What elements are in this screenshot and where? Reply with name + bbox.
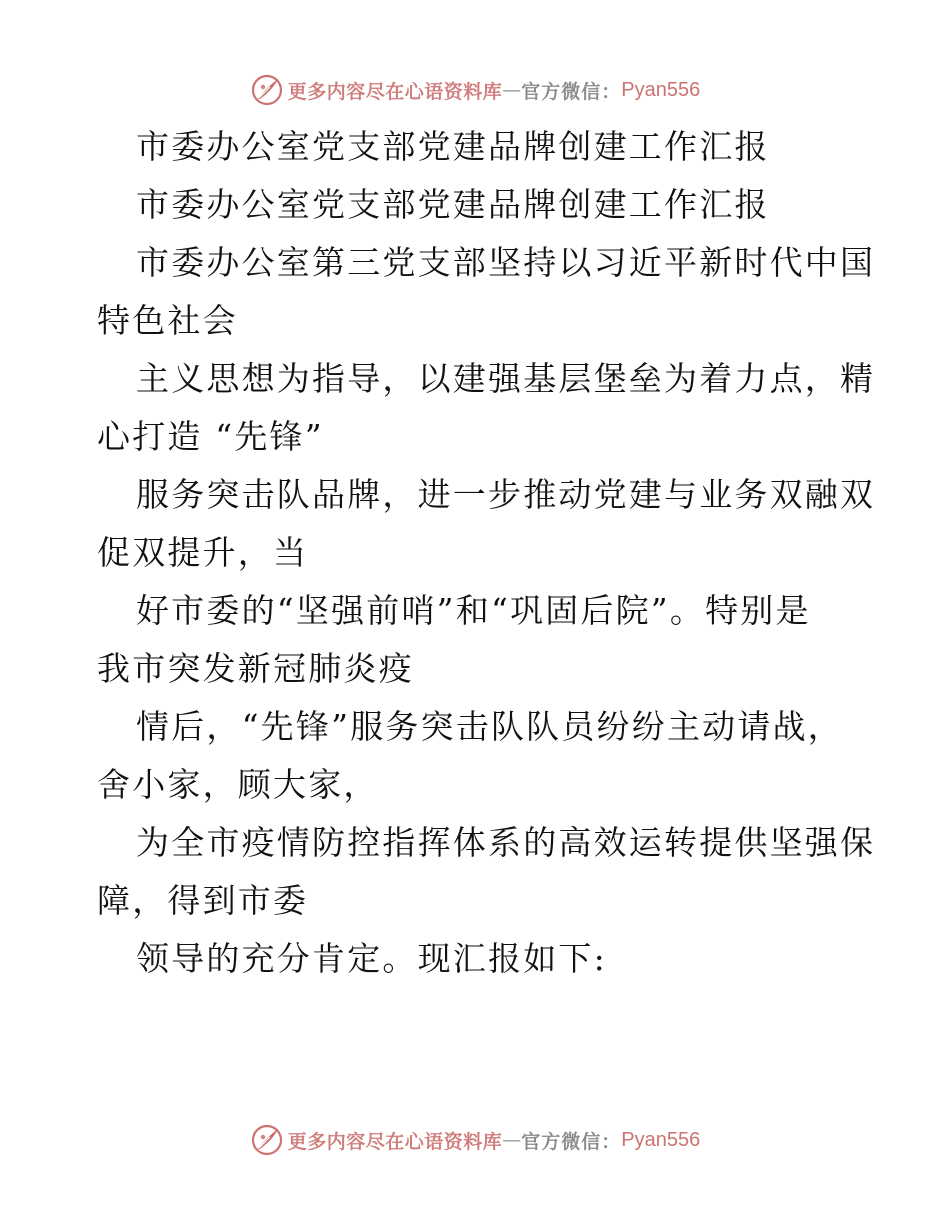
document-line: 市委办公室党支部党建品牌创建工作汇报 — [136, 127, 770, 166]
watermark-wechat-id: Pyan556 — [621, 78, 701, 101]
document-line: 市委办公室第三党支部坚持以习近平新时代中国 — [136, 243, 876, 282]
header-watermark — [0, 70, 950, 110]
document-body — [97, 118, 876, 988]
feather-pen-logo-icon — [250, 1123, 284, 1157]
footer-watermark — [0, 1120, 950, 1160]
document-line: 心打造 “先锋” — [97, 417, 324, 456]
watermark-site-text: 更多内容尽在心语资料库 — [287, 80, 503, 103]
watermark-official-text: 官方微信： — [521, 1130, 622, 1153]
watermark-dash: — — [502, 79, 522, 101]
document-line: 市委办公室党支部党建品牌创建工作汇报 — [136, 185, 770, 224]
document-line: 舍小家，顾大家， — [97, 765, 379, 804]
document-line: 我市突发新冠肺炎疫 — [97, 649, 414, 688]
document-line: 特色社会 — [97, 301, 238, 340]
document-line: 障，得到市委 — [97, 881, 309, 920]
watermark-wechat-id: Pyan556 — [621, 1128, 701, 1151]
watermark-official-text: 官方微信： — [521, 80, 622, 103]
document-line: 主义思想为指导，以建强基层堡垒为着力点，精 — [136, 359, 876, 398]
watermark-site-text: 更多内容尽在心语资料库 — [287, 1130, 503, 1153]
document-line: 为全市疫情防控指挥体系的高效运转提供坚强保 — [136, 823, 876, 862]
document-line: 好市委的“坚强前哨”和“巩固后院”。特别是 — [136, 591, 811, 630]
watermark-dash: — — [502, 1129, 522, 1151]
document-line: 促双提升，当 — [97, 533, 309, 572]
document-line: 情后，“先锋”服务突击队队员纷纷主动请战， — [136, 707, 843, 746]
feather-pen-logo-icon — [250, 73, 284, 107]
document-line: 服务突击队品牌，进一步推动党建与业务双融双 — [136, 475, 876, 514]
document-line: 领导的充分肯定。现汇报如下: — [136, 939, 607, 978]
